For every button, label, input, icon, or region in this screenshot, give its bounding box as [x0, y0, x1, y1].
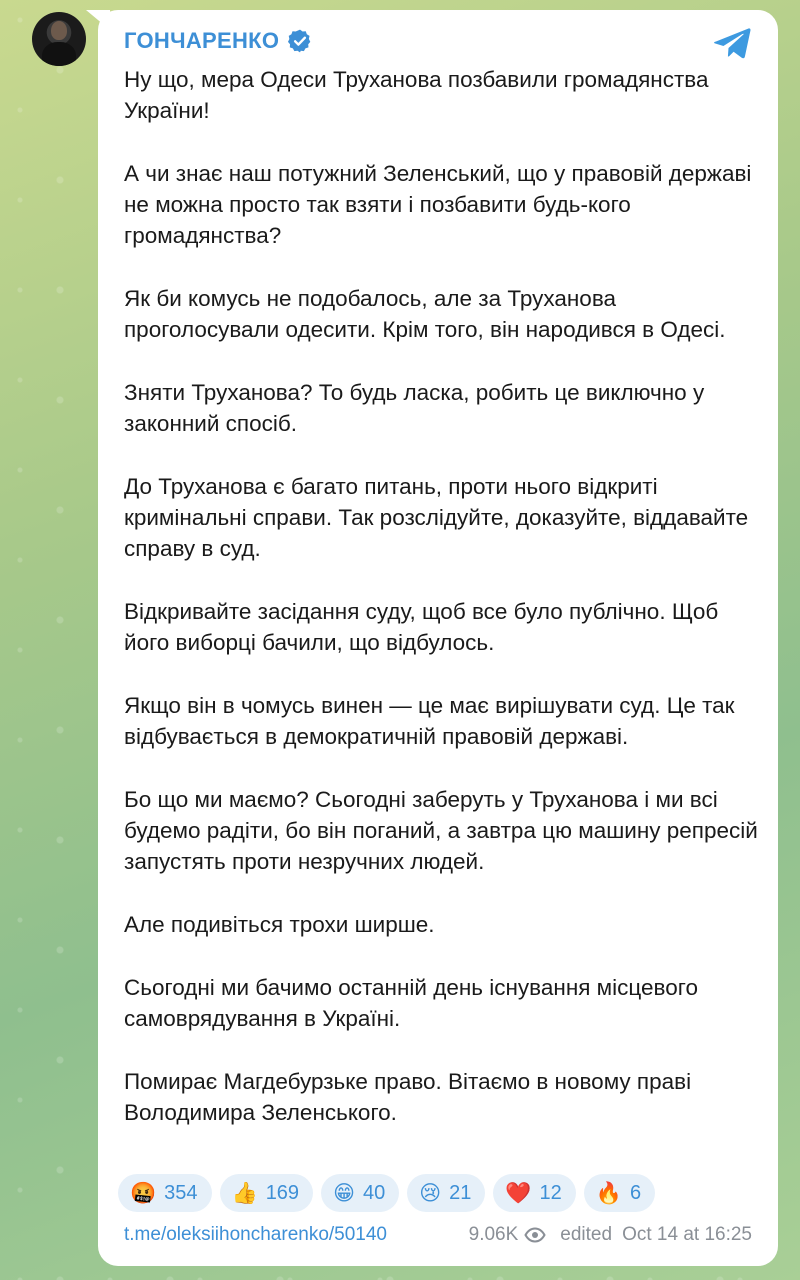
message-paragraph: Помирає Магдебурзьке право. Вітаємо в новому праві Володимира Зеленського.	[124, 1068, 692, 1125]
reaction-emoji-icon: ❤️	[505, 1180, 532, 1205]
verified-badge-icon	[287, 28, 313, 54]
view-count	[469, 1224, 561, 1246]
reaction-count: 169	[265, 1181, 300, 1204]
message-paragraph: До Труханова є багато питань, проти нього відкриті кримінальні справи. Так розслідуйте, доказуйте, віддавайте справу в суд.	[124, 473, 749, 562]
reaction-count: 21	[449, 1181, 472, 1204]
message-paragraph: Зняти Труханова? То будь ласка, робить це виключно у законний спосіб.	[124, 379, 705, 437]
eye-icon	[524, 1227, 546, 1243]
reaction-emoji-icon: 😁	[333, 1180, 355, 1205]
reaction-count: 6	[629, 1181, 642, 1204]
reactions-bar	[118, 1174, 655, 1212]
channel-avatar[interactable]	[32, 12, 86, 66]
reaction-button[interactable]	[493, 1174, 575, 1212]
message-paragraph: Відкривайте засідання суду, щоб все було публічно. Щоб його виборці бачили, що відбулось.	[124, 599, 719, 656]
reaction-count: 40	[362, 1181, 386, 1204]
telegram-icon[interactable]	[714, 26, 752, 60]
message-paragraph: Сьогодні ми бачимо останній день існування місцевого самоврядування в Україні.	[124, 974, 698, 1031]
message-paragraph: Як би комусь не подобалось, але за Труханова проголосували одесити. Крім того, він народився в Одесі.	[124, 286, 726, 343]
reaction-count: 354	[164, 1181, 198, 1204]
post-footer	[124, 1224, 752, 1246]
reaction-button[interactable]	[407, 1174, 485, 1212]
edited-label: edited	[560, 1224, 613, 1245]
reaction-emoji-icon: 🔥	[595, 1180, 622, 1205]
reaction-emoji-icon: 👍	[231, 1180, 258, 1205]
post-link[interactable]: t.me/oleksiihoncharenko/50140	[124, 1224, 388, 1245]
channel-name[interactable]: ГОНЧАРЕНКО	[124, 28, 280, 53]
reaction-button[interactable]	[584, 1174, 655, 1212]
avatar-body	[42, 42, 76, 66]
reaction-button[interactable]	[321, 1174, 399, 1212]
message-text	[124, 64, 758, 1128]
reaction-emoji-icon: 😢	[419, 1180, 442, 1205]
reaction-emoji-icon: 🤬	[130, 1180, 157, 1205]
post-timestamp: Oct 14 at 16:25	[622, 1224, 752, 1245]
message-paragraph: Якщо він в чомусь винен — це має вирішувати суд. Це так відбувається в демократичній правовій державі.	[124, 692, 735, 750]
message-paragraph: А чи знає наш потужний Зеленський, що у правовій державі не можна просто так взяти і позбавити будь-кого громадянства?	[124, 160, 752, 249]
message-paragraph: Але подивіться трохи ширше.	[124, 912, 435, 938]
post-header	[124, 28, 313, 54]
reaction-count: 12	[539, 1181, 562, 1204]
view-count-value: 9.06K	[468, 1224, 519, 1245]
reaction-button[interactable]	[220, 1174, 314, 1212]
reaction-button[interactable]	[118, 1174, 212, 1212]
avatar-head	[51, 21, 67, 40]
message-paragraph: Бо що ми маємо? Сьогодні заберуть у Труханова і ми всі будемо радіти, бо він поганий, а завтра цю машину репресій запустять проти незручних людей.	[124, 786, 758, 875]
message-paragraph: Ну що, мера Одеси Труханова позбавили громадянства України!	[124, 67, 709, 124]
message-bubble	[98, 10, 778, 1266]
